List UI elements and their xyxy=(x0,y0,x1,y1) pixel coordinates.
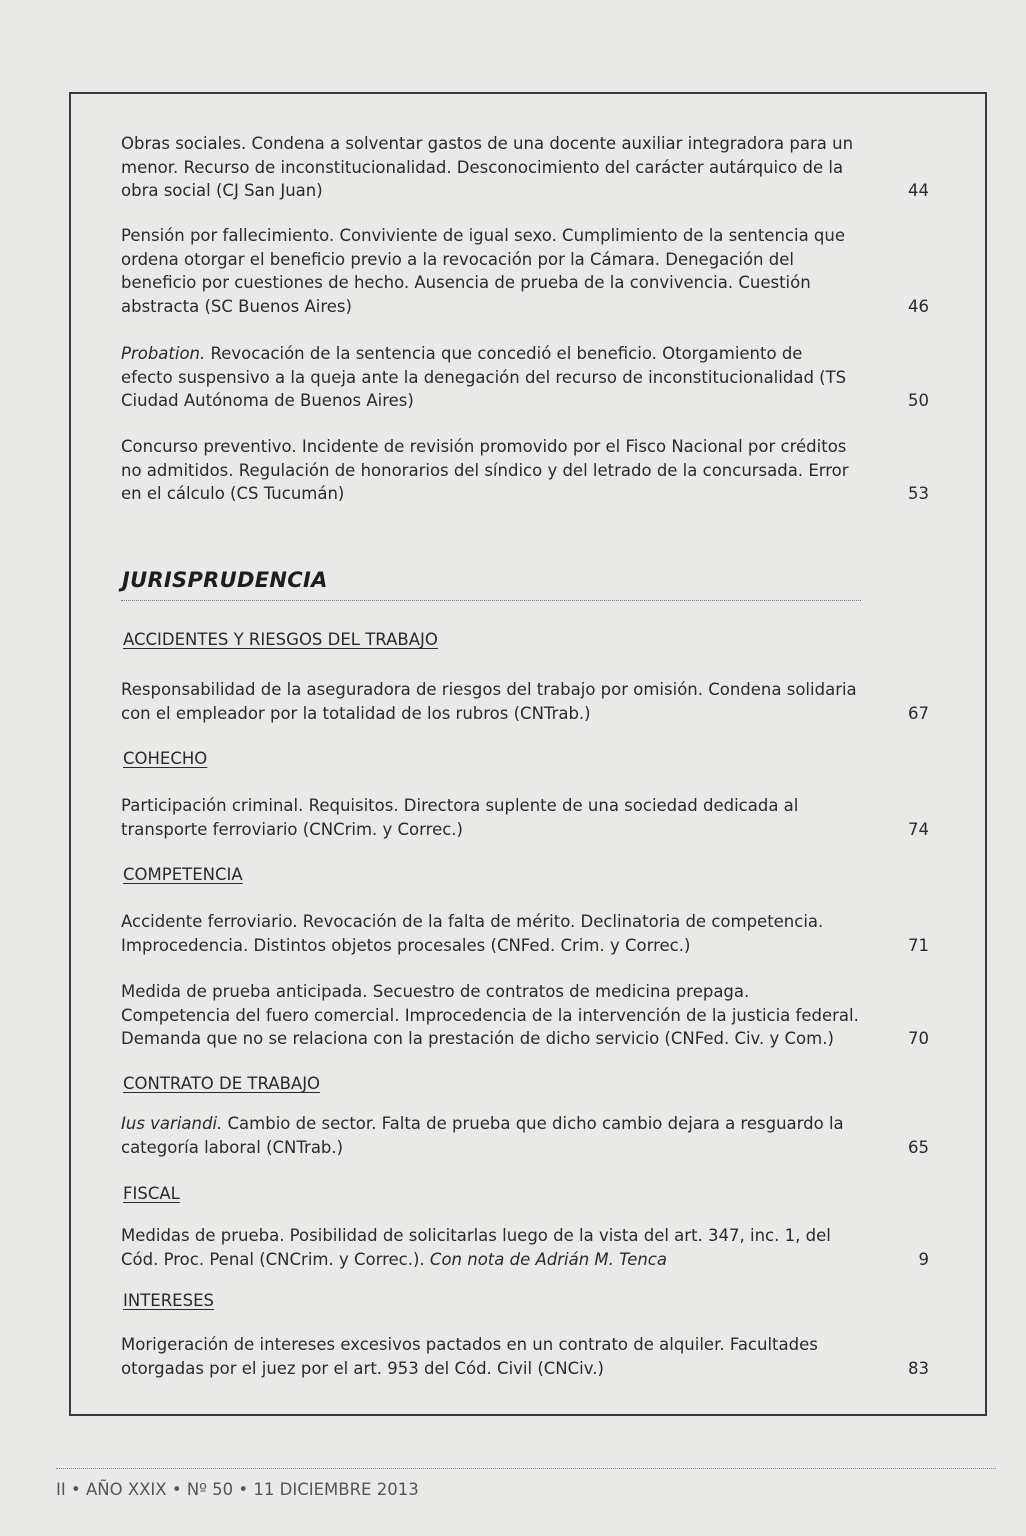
sumario-entry-pension xyxy=(121,224,933,318)
entry-page-number: 67 xyxy=(908,703,929,723)
sumario-entry-probation xyxy=(121,342,933,413)
section-heading: JURISPRUDENCIA xyxy=(122,568,328,592)
entry-page-number: 44 xyxy=(908,181,929,200)
category-cohecho: COHECHO xyxy=(123,749,208,768)
entry-text: Pensión por fallecimiento. Conviviente de igual sexo. Cumplimiento de la sentencia que ordena otorgar el beneficio previo a la revocación por la Cámara. Denegación del beneficio por cuestiones de hecho. Ausencia de prueba de la convivencia. Cuestión abstracta (SC Buenos Aires) xyxy=(121,226,846,316)
entry-page-number: 71 xyxy=(908,935,929,955)
entry-text: Morigeración de intereses excesivos pactados en un contrato de alquiler. Facultades otorgadas por el juez por el art. 953 del Cód. Civil (CNCiv.) xyxy=(121,1335,818,1378)
juris-entry-competencia-2 xyxy=(121,980,933,1051)
page-footer: II • AÑO XXIX • Nº 50 • 11 DICIEMBRE 2013 xyxy=(56,1480,419,1499)
category-competencia: COMPETENCIA xyxy=(123,865,243,884)
entry-text: Medida de prueba anticipada. Secuestro de contratos de medicina prepaga. Competencia del fuero comercial. Improcedencia de la intervención de la justicia federal. Demanda que no se relaciona con la prestación de dicho servicio (CNFed. Civ. y Com.) xyxy=(121,982,859,1048)
juris-entry-contrato xyxy=(121,1112,933,1159)
entry-page-number: 53 xyxy=(908,484,929,503)
entry-page-number: 70 xyxy=(908,1029,929,1048)
entry-text: Obras sociales. Condena a solventar gastos de una docente auxiliar integradora para un menor. Recurso de inconstitucionalidad. Desconocimiento del carácter autárquico de la obra social (CJ San Juan) xyxy=(121,134,854,200)
entry-page-number: 65 xyxy=(908,1137,929,1157)
juris-entry-fiscal xyxy=(121,1224,933,1271)
category-contrato-de-trabajo: CONTRATO DE TRABAJO xyxy=(123,1074,321,1093)
category-fiscal: FISCAL xyxy=(123,1184,180,1203)
entry-text: Concurso preventivo. Incidente de revisión promovido por el Fisco Nacional por créditos no admitidos. Regulación de honorarios del síndico y del letrado de la concursada. Error en el cálculo (CS Tucumán) xyxy=(121,437,849,503)
juris-entry-competencia-1 xyxy=(121,910,933,957)
juris-entry-cohecho xyxy=(121,794,933,841)
entry-text-body: Revocación de la sentencia que concedió el beneficio. Otorgamiento de efecto suspensivo a la queja ante la denegación del recurso de inconstitucionalidad (TS Ciudad Autónoma de Buenos Aires) xyxy=(121,344,847,410)
entry-text xyxy=(121,1224,859,1271)
entry-page-number: 46 xyxy=(908,296,929,316)
heading-dotted-rule xyxy=(121,600,861,601)
entry-page-number: 83 xyxy=(908,1358,929,1378)
entry-text xyxy=(121,1112,859,1159)
entry-text-body: Medidas de prueba. Posibilidad de solicitarlas luego de la vista del art. 347, inc. 1, del Cód. Proc. Penal (CNCrim. y Correc.). xyxy=(121,1226,831,1269)
entry-text: Accidente ferroviario. Revocación de la falta de mérito. Declinatoria de competencia. Improcedencia. Distintos objetos procesales (CNFed. Crim. y Correc.) xyxy=(121,912,824,955)
category-intereses: INTERESES xyxy=(123,1291,214,1310)
category-accidentes: ACCIDENTES Y RIESGOS DEL TRABAJO xyxy=(123,630,438,649)
entry-page-number: 74 xyxy=(908,819,929,839)
entry-text xyxy=(121,342,859,413)
juris-entry-accidentes xyxy=(121,678,933,725)
footer-dotted-rule xyxy=(56,1468,996,1469)
juris-entry-intereses xyxy=(121,1333,933,1380)
entry-page-number: 9 xyxy=(918,1249,929,1269)
sumario-entry-obras-sociales xyxy=(121,132,933,203)
entry-lead-italic: Probation. xyxy=(121,344,206,363)
sumario-entry-concurso xyxy=(121,435,933,506)
entry-text: Participación criminal. Requisitos. Directora suplente de una sociedad dedicada al transporte ferroviario (CNCrim. y Correc.) xyxy=(121,796,799,839)
entry-text-body: Cambio de sector. Falta de prueba que dicho cambio dejara a resguardo la categoría laboral (CNTrab.) xyxy=(121,1114,844,1157)
entry-note-italic: Con nota de Adrián M. Tenca xyxy=(429,1249,667,1269)
entry-text: Responsabilidad de la aseguradora de riesgos del trabajo por omisión. Condena solidaria con el empleador por la totalidad de los rubros (CNTrab.) xyxy=(121,680,857,723)
entry-lead-italic: Ius variandi. xyxy=(121,1114,223,1133)
entry-page-number: 50 xyxy=(908,391,929,410)
